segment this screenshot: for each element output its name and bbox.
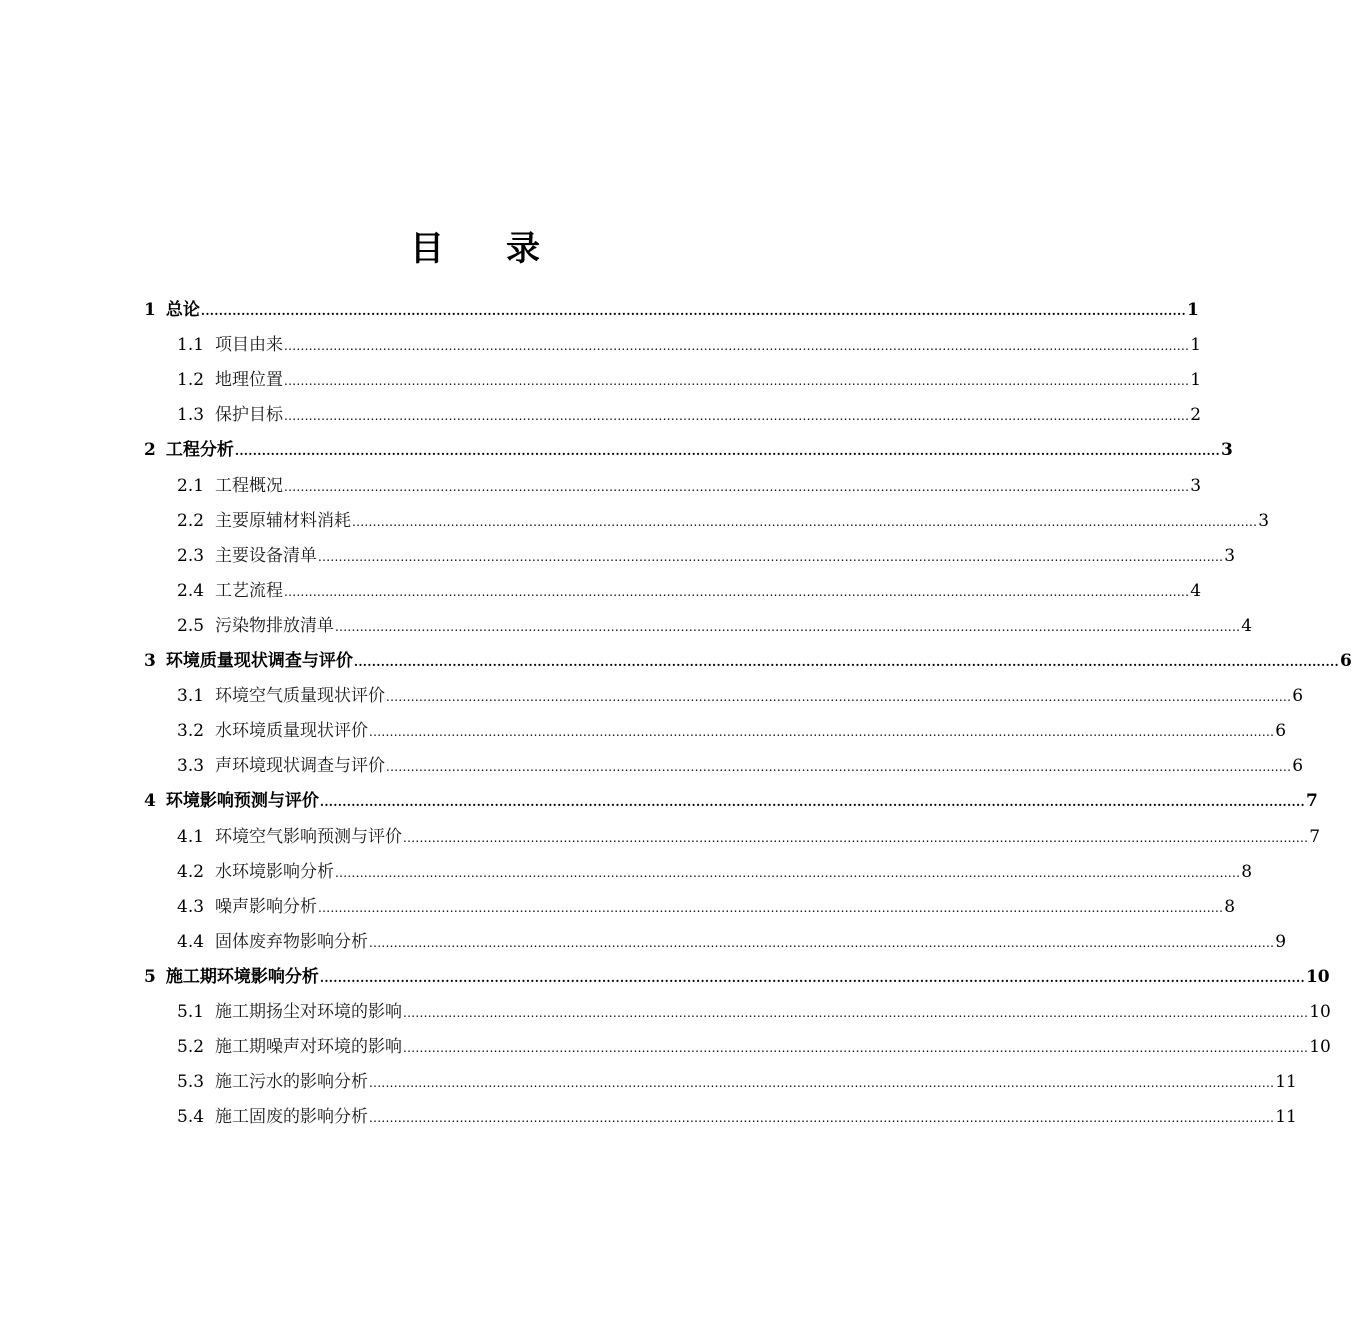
toc-entry-number: 4.4 bbox=[177, 931, 205, 952]
toc-section-entry[interactable] bbox=[177, 676, 1304, 711]
toc-page-number: 6 bbox=[1275, 721, 1287, 742]
toc-entry-title: 环境影响预测与评价 bbox=[165, 791, 319, 812]
toc-dot-leader: ............................................................................................................................................................................................................................ bbox=[318, 900, 1224, 915]
toc-dot-leader: ............................................................................................................................................................................................................................ bbox=[319, 795, 1305, 810]
toc-page-number: 3 bbox=[1220, 440, 1233, 461]
toc-dot-leader: ............................................................................................................................................................................................................................ bbox=[234, 444, 1220, 459]
toc-dot-leader: ............................................................................................................................................................................................................................ bbox=[284, 339, 1190, 354]
toc-entry-title: 环境空气质量现状评价 bbox=[215, 686, 386, 707]
toc-page-number: 4 bbox=[1241, 615, 1253, 636]
toc-dot-leader: ............................................................................................................................................................................................................................ bbox=[369, 1111, 1275, 1126]
toc-entry-number: 2.3 bbox=[177, 545, 205, 566]
toc-entry-title: 工程概况 bbox=[215, 475, 284, 496]
toc-section-entry[interactable] bbox=[177, 571, 1202, 606]
toc-entry-title: 施工固废的影响分析 bbox=[215, 1107, 369, 1128]
toc-page-number: 10 bbox=[1309, 1037, 1331, 1058]
toc-entry-title: 污染物排放清单 bbox=[215, 615, 335, 636]
toc-page-number: 11 bbox=[1275, 1107, 1297, 1128]
toc-dot-leader: ............................................................................................................................................................................................................................ bbox=[335, 865, 1241, 880]
toc-chapter-entry[interactable] bbox=[144, 430, 1233, 465]
toc-entry-number: 2.5 bbox=[177, 615, 205, 636]
toc-entry-number: 4.1 bbox=[177, 826, 205, 847]
toc-section-entry[interactable] bbox=[177, 360, 1202, 395]
toc-entry-title: 保护目标 bbox=[215, 405, 284, 426]
toc-page-number: 3 bbox=[1258, 510, 1270, 531]
toc-dot-leader: ............................................................................................................................................................................................................................ bbox=[284, 409, 1190, 424]
toc-entry-number: 2 bbox=[144, 440, 156, 461]
toc-chapter-entry[interactable] bbox=[144, 290, 1199, 325]
toc-dot-leader: ............................................................................................................................................................................................................................ bbox=[319, 970, 1305, 985]
toc-section-entry[interactable] bbox=[177, 887, 1236, 922]
toc-section-entry[interactable] bbox=[177, 852, 1253, 887]
toc-dot-leader: ............................................................................................................................................................................................................................ bbox=[284, 374, 1190, 389]
toc-dot-leader: ............................................................................................................................................................................................................................ bbox=[386, 760, 1292, 775]
toc-entry-number: 3.2 bbox=[177, 721, 205, 742]
toc-page-number: 3 bbox=[1224, 545, 1236, 566]
toc-entry-title: 施工期噪声对环境的影响 bbox=[215, 1037, 403, 1058]
toc-entry-title: 主要原辅材料消耗 bbox=[215, 510, 352, 531]
toc-entry-number: 2.2 bbox=[177, 510, 205, 531]
toc-entry-number: 3 bbox=[144, 651, 156, 671]
toc-entry-title: 主要设备清单 bbox=[215, 545, 318, 566]
toc-entry-number: 4.3 bbox=[177, 896, 205, 917]
toc-entry-number: 5 bbox=[144, 966, 156, 987]
toc-dot-leader: ............................................................................................................................................................................................................................ bbox=[335, 619, 1241, 634]
toc-page-number: 3 bbox=[1190, 475, 1202, 496]
toc-entry-number: 5.1 bbox=[177, 1002, 205, 1022]
title-char-2: 录 bbox=[506, 229, 540, 269]
toc-entry-title: 工程分析 bbox=[165, 440, 234, 461]
toc-page-number: 7 bbox=[1305, 791, 1318, 812]
toc-page-number: 8 bbox=[1241, 861, 1253, 882]
toc-entry-number: 2.4 bbox=[177, 580, 205, 601]
toc-entry-number: 1 bbox=[144, 300, 156, 320]
toc-dot-leader: ............................................................................................................................................................................................................................ bbox=[369, 935, 1275, 950]
toc-entry-number: 5.2 bbox=[177, 1037, 205, 1058]
toc-page-number: 1 bbox=[1190, 335, 1202, 356]
toc-dot-leader: ............................................................................................................................................................................................................................ bbox=[403, 1006, 1309, 1020]
toc-chapter-entry[interactable] bbox=[144, 781, 1318, 816]
toc-section-entry[interactable] bbox=[177, 992, 1331, 1027]
toc-dot-leader: ............................................................................................................................................................................................................................ bbox=[403, 830, 1309, 845]
toc-section-entry[interactable] bbox=[177, 711, 1287, 746]
toc-entry-number: 1.3 bbox=[177, 405, 205, 426]
toc-page-number: 2 bbox=[1190, 405, 1202, 426]
toc-page-number: 6 bbox=[1292, 686, 1304, 707]
toc-entry-title: 固体废弃物影响分析 bbox=[215, 931, 369, 952]
toc-entry-title: 地理位置 bbox=[215, 370, 284, 391]
page-title bbox=[0, 224, 950, 274]
toc-page-number: 6 bbox=[1339, 651, 1352, 671]
toc-dot-leader: ............................................................................................................................................................................................................................ bbox=[369, 1076, 1275, 1091]
toc-entry-title: 施工污水的影响分析 bbox=[215, 1072, 369, 1093]
toc-page-number: 8 bbox=[1224, 896, 1236, 917]
toc-entry-number: 1.1 bbox=[177, 335, 205, 356]
toc-entry-number: 3.1 bbox=[177, 686, 205, 707]
toc-section-entry[interactable] bbox=[177, 817, 1321, 852]
toc-dot-leader: ............................................................................................................................................................................................................................ bbox=[353, 655, 1339, 669]
toc-page-number: 9 bbox=[1275, 931, 1287, 952]
toc-section-entry[interactable] bbox=[177, 1097, 1297, 1132]
toc-entry-title: 水环境影响分析 bbox=[215, 861, 335, 882]
toc-dot-leader: ............................................................................................................................................................................................................................ bbox=[369, 725, 1275, 740]
toc-dot-leader: ............................................................................................................................................................................................................................ bbox=[352, 514, 1258, 529]
toc-entry-number: 3.3 bbox=[177, 756, 205, 777]
toc-entry-number: 5.4 bbox=[177, 1107, 205, 1128]
toc-entry-title: 工艺流程 bbox=[215, 580, 284, 601]
toc-section-entry[interactable] bbox=[177, 466, 1202, 501]
toc-section-entry[interactable] bbox=[177, 325, 1202, 360]
toc-entry-title: 施工期扬尘对环境的影响 bbox=[215, 1002, 403, 1022]
toc-entry-title: 环境质量现状调查与评价 bbox=[165, 651, 353, 671]
toc-entry-title: 噪声影响分析 bbox=[215, 896, 318, 917]
toc-section-entry[interactable] bbox=[177, 501, 1270, 536]
toc-entry-title: 总论 bbox=[165, 300, 200, 320]
toc-page-number: 1 bbox=[1190, 370, 1202, 391]
toc-page-number: 1 bbox=[1186, 300, 1199, 320]
toc-section-entry[interactable] bbox=[177, 1027, 1331, 1062]
toc-page-number: 10 bbox=[1309, 1002, 1331, 1022]
toc-page-number: 4 bbox=[1190, 580, 1202, 601]
toc-page-number: 11 bbox=[1275, 1072, 1297, 1093]
toc-entry-number: 1.2 bbox=[177, 370, 205, 391]
toc-dot-leader: ............................................................................................................................................................................................................................ bbox=[386, 690, 1292, 705]
toc-dot-leader: ............................................................................................................................................................................................................................ bbox=[403, 1041, 1309, 1056]
toc-entry-title: 施工期环境影响分析 bbox=[165, 966, 319, 987]
toc-page-number: 10 bbox=[1305, 966, 1330, 987]
toc-entry-title: 声环境现状调查与评价 bbox=[215, 756, 386, 777]
title-char-1: 目 bbox=[410, 229, 444, 269]
toc-entry-number: 2.1 bbox=[177, 475, 205, 496]
toc-chapter-entry[interactable] bbox=[144, 957, 1330, 992]
toc-section-entry[interactable] bbox=[177, 746, 1304, 781]
toc-chapter-entry[interactable] bbox=[144, 641, 1352, 676]
toc-dot-leader: ............................................................................................................................................................................................................................ bbox=[200, 304, 1186, 318]
toc-entry-title: 水环境质量现状评价 bbox=[215, 721, 369, 742]
toc-dot-leader: ............................................................................................................................................................................................................................ bbox=[318, 549, 1224, 564]
toc-entry-number: 5.3 bbox=[177, 1072, 205, 1093]
toc-page-number: 7 bbox=[1309, 826, 1321, 847]
toc-page-number: 6 bbox=[1292, 756, 1304, 777]
toc-entry-title: 环境空气影响预测与评价 bbox=[215, 826, 403, 847]
toc-dot-leader: ............................................................................................................................................................................................................................ bbox=[284, 584, 1190, 599]
toc-entry-title: 项目由来 bbox=[215, 335, 284, 356]
toc-dot-leader: ............................................................................................................................................................................................................................ bbox=[284, 479, 1190, 494]
toc-section-entry[interactable] bbox=[177, 395, 1202, 430]
toc-section-entry[interactable] bbox=[177, 606, 1253, 641]
toc-section-entry[interactable] bbox=[177, 536, 1236, 571]
toc-entry-number: 4.2 bbox=[177, 861, 205, 882]
toc-section-entry[interactable] bbox=[177, 1062, 1297, 1097]
toc-section-entry[interactable] bbox=[177, 922, 1287, 957]
toc-entry-number: 4 bbox=[144, 791, 156, 812]
